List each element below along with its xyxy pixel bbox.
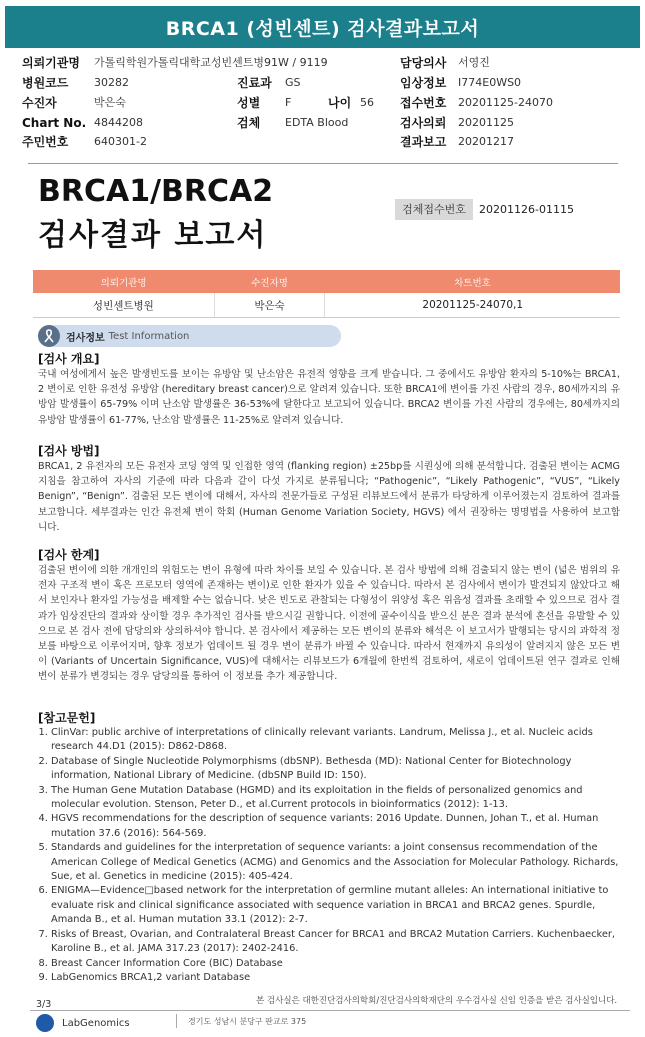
footer-separator xyxy=(176,1014,177,1028)
overview-text: 국내 여성에게서 높은 발생빈도를 보이는 유방암 및 난소암은 유전적 영향을 크게 받습니다. 그 중에서도 유방암 환자의 5-10%는 BRCA1, 2 변이로 인한 유전성 유방암 (hereditary breast cancer)으로 알려져 있습니다. 또한 BRCA1에 변이를 가진 사람의 경우, 80세까지의 유방암 발생률이 65-79% 이며 난소암 발생률은 36-53%에 달한다고 보고되어 있습니다. BRCA2 변이를 가진 사람의 경우에는, 80세까지의 유방암 발생률이 61-77%, 난소암 발생률은 11-25%로 알려져 있습니다. xyxy=(38,369,620,426)
dept-label: 진료과 xyxy=(237,76,272,90)
info-table-header xyxy=(33,270,620,293)
header-divider xyxy=(28,163,618,164)
accession-label: 접수번호 xyxy=(400,96,447,110)
info-header-patient: 수진자명 xyxy=(214,270,325,293)
ref-item: 6. ENIGMA—Evidence□based network for the interpretation of germline mutant alleles: An international initiative to evaluate risk and clinical significance associated with sequence variation in BRCA1 and BRCA2 genes. Spurdle, Amanda B., et al. Human mutation 33.1 (2012): 2-7. xyxy=(51,884,620,927)
info-cell-patient: 박은숙 xyxy=(214,293,325,318)
refs-title: [참고문헌] xyxy=(38,711,96,725)
info-table xyxy=(33,270,620,318)
limit-title: [검사 한계] xyxy=(38,548,100,562)
age-label: 나이 xyxy=(328,96,352,110)
request-value: 20201125 xyxy=(458,116,514,129)
specimen-value: EDTA Blood xyxy=(285,116,349,129)
info-header-chart: 차트번호 xyxy=(325,270,620,293)
clinical-label: 임상정보 xyxy=(400,76,447,90)
report-value: 20201217 xyxy=(458,135,514,148)
age-value: 56 xyxy=(360,96,374,109)
info-table-row xyxy=(33,293,620,318)
certification-note: 본 검사실은 대한진단검사의학회/진단검사의학재단의 우수검사실 신임 인증을 받은 검사실입니다. xyxy=(256,996,618,1006)
dept-value: GS xyxy=(285,76,301,89)
test-information-pill xyxy=(38,325,341,347)
ref-item: 5. Standards and guidelines for the interpretation of sequence variants: a joint consensus recommendation of the American College of Medical Genetics (ACMG) and Genomics and the Association for Molecular Pathology. Richards, Sue, et al. Genetics in medicine (2015): 405-424. xyxy=(51,841,620,884)
hospcode-label: 병원코드 xyxy=(22,76,69,90)
pill-title-en: Test Information xyxy=(108,330,190,342)
patient-label: 수진자 xyxy=(22,96,57,110)
report-banner xyxy=(5,6,640,48)
clinical-value: I774E0WS0 xyxy=(458,76,522,89)
method-text: BRCA1, 2 유전자의 모든 유전자 코딩 영역 및 인접한 영역 (flanking region) ±25bp를 시퀀싱에 의해 분석합니다. 검출된 변이는 ACMG 지침을 참고하여 자사의 기준에 따라 다음과 같이 다섯 가지로 분류됩니다; “Pathogenic”, “Likely Pathogenic”, “VUS”, “Likely Benign”, “Benign”. 검출된 모든 변이에 대해서, 자사의 전문가들로 구성된 리뷰보드에서 분류가 타당하게 이루어졌는지 검토하여 결과를 보고합니다. 세부결과는 인간 유전체 변이 학회 (Human Genome Variation Society, HGVS) 에서 권장하는 명명법을 사용하여 보고합니다. xyxy=(38,461,620,533)
ref-item: 9. LabGenomics BRCA1,2 variant Database xyxy=(51,971,620,985)
patient-value: 박은숙 xyxy=(94,96,126,109)
ref-item: 3. The Human Gene Mutation Database (HGMD) and its exploitation in the fields of personalized genomics and molecular evolution. Stenson, Peter D., et al.Current protocols in bioinformatics (2012): 1-13. xyxy=(51,784,620,813)
chart-label: Chart No. xyxy=(22,116,87,130)
institution-value: 가톨릭학원가톨릭대학교성빈센트병91W / 9119 xyxy=(94,56,328,69)
sex-value: F xyxy=(285,96,292,109)
logo-icon xyxy=(36,1014,54,1032)
page-number: 3/3 xyxy=(36,999,52,1010)
request-label: 검사의뢰 xyxy=(400,116,447,130)
id-label: 주민번호 xyxy=(22,135,69,149)
hospcode-value: 30282 xyxy=(94,76,129,89)
company-logo xyxy=(36,1014,130,1032)
chart-value: 4844208 xyxy=(94,116,143,129)
info-cell-institution: 성빈센트병원 xyxy=(33,293,214,318)
report-title xyxy=(38,170,273,258)
institution-label: 의뢰기관명 xyxy=(22,56,80,70)
overview-section xyxy=(38,351,620,428)
report-label: 결과보고 xyxy=(400,135,447,149)
method-section xyxy=(38,443,620,535)
ref-item: 2. Database of Single Nucleotide Polymorphisms (dbSNP). Bethesda (MD): National Center for Biotechnology information, National Library of Medicine. (dbSNP Build ID: 150). xyxy=(51,755,620,784)
doctor-label: 담당의사 xyxy=(400,56,447,70)
logo-text: LabGenomics xyxy=(62,1017,130,1029)
overview-title: [검사 개요] xyxy=(38,352,100,366)
report-title-line2: 검사결과 보고서 xyxy=(38,218,268,253)
sex-label: 성별 xyxy=(237,96,261,110)
ref-item: 8. Breast Cancer Information Core (BIC) Database xyxy=(51,957,620,971)
pill-title-ko: 검사정보 xyxy=(66,332,105,344)
accession-value: 20201125-24070 xyxy=(458,96,553,109)
specimen-label: 검체 xyxy=(237,116,261,130)
receipt-box xyxy=(395,199,620,220)
id-value: 640301-2 xyxy=(94,135,147,148)
info-cell-chart: 20201125-24070,1 xyxy=(325,293,620,318)
refs-list xyxy=(38,726,620,985)
limit-text: 검출된 변이에 의한 개개인의 위험도는 변이 유형에 따라 차이를 보일 수 있습니다. 본 검사 방법에 의해 검출되지 않는 변이 (넓은 범위의 유전자 구조적 변이 혹은 프로모터 영역에 존재하는 변이)로 인한 환자가 있을 수 있습니다. 따라서 본 검사에서 변이가 발견되지 않았다고 해서 보인자나 환자일 가능성을 배제할 수는 없습니다. 낮은 빈도로 관찰되는 다형성이 위양성 혹은 위음성 결과를 초래할 수 있으므로 검사 결과가 임상진단의 결과와 상이할 경우 추가적인 검사를 받으시길 권합니다. 이전에 골수이식을 받으신 분은 결과 분석에 혼선을 유발할 수 있으므로 본 검사 전에 담당의와 상의하셔야 합니다. 본 검사에서 제공하는 모든 변이의 분류와 해석은 이 보고서가 발행되는 당시의 과학적 정보를 바탕으로 이루어지며, 향후 정보가 업데이트 될 경우 변이 분류가 바뀔 수 있습니다. 따라서 현재까지 유의성이 알려지지 않은 모든 변이 (Variants of Uncertain Significance, VUS)에 대해서는 리뷰보드가 6개월에 한번씩 검토하여, 새로이 업데이트된 연구 결과로 인해 변이 분류가 변경되는 경우 담당의를 통하여 이 정보를 추가 제공합니다. xyxy=(38,565,620,683)
ref-item: 7. Risks of Breast, Ovarian, and Contralateral Breast Cancer for BRCA1 and BRCA2 Mutation Carriers. Kuchenbaecker, Karoline B., et al. JAMA 317.23 (2017): 2402-2416. xyxy=(51,928,620,957)
receipt-value: 20201126-01115 xyxy=(479,203,574,216)
info-header-institution: 의뢰기관명 xyxy=(33,270,214,293)
report-title-line1: BRCA1/BRCA2 xyxy=(38,174,274,209)
doctor-value: 서영진 xyxy=(458,56,490,69)
method-title: [검사 방법] xyxy=(38,444,100,458)
footer-divider xyxy=(30,1010,630,1011)
limit-section xyxy=(38,547,620,685)
ref-item: 4. HGVS recommendations for the description of sequence variants: 2016 Update. Dunnen, Johan T., et al. Human mutation 37.6 (2016): 564-569. xyxy=(51,812,620,841)
references-section xyxy=(38,710,620,985)
ribbon-icon xyxy=(38,325,60,347)
company-address: 경기도 성남시 분당구 판교로 375 xyxy=(188,1017,307,1026)
receipt-label: 검체접수번호 xyxy=(395,199,473,220)
banner-title: BRCA1 (성빈센트) 검사결과보고서 xyxy=(165,17,480,40)
ref-item: 1. ClinVar: public archive of interpretations of clinically relevant variants. Landrum, Melissa J., et al. Nucleic acids research 44.D1 (2015): D862-D868. xyxy=(51,726,620,755)
